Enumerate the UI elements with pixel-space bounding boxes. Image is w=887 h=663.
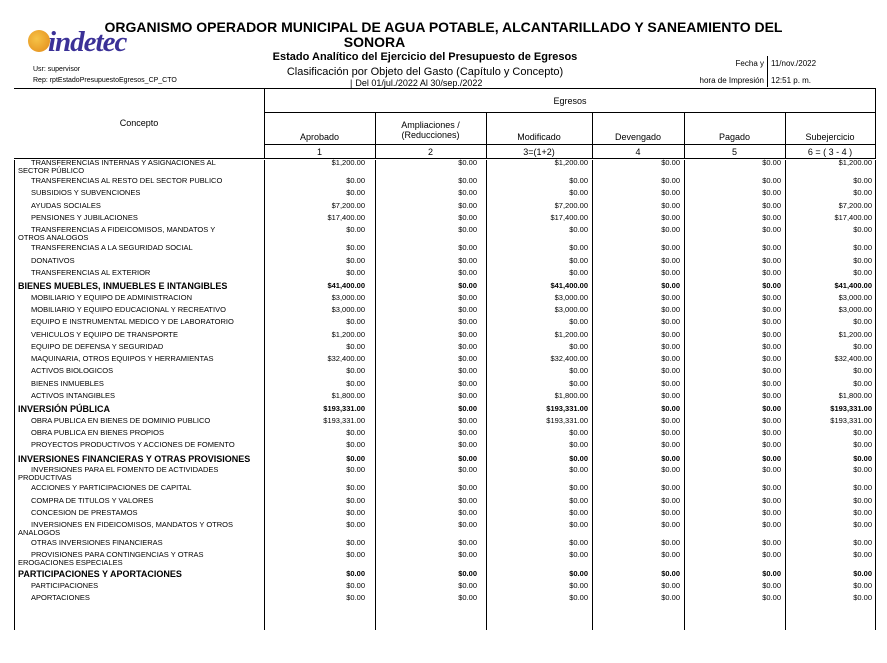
value-cell: $0.00 [346,428,365,438]
concept-cell: BIENES INMUEBLES [31,378,104,388]
value-cell: $0.00 [569,580,588,590]
value-cell: $0.00 [346,440,365,450]
value-cell: $0.00 [853,317,872,327]
value-cell: $0.00 [346,453,365,463]
value-cell: $0.00 [853,569,872,579]
report-title: Estado Analítico del Ejercicio del Presupuesto de Egresos [272,51,578,63]
value-cell: $0.00 [458,440,477,450]
value-cell: $0.00 [569,550,588,560]
value-cell: $0.00 [661,580,680,590]
value-cell: $0.00 [458,593,477,603]
value-cell: $41,400.00 [834,281,872,291]
col-pagado: Pagado [718,132,751,142]
col-num-5: 5 [731,147,737,157]
value-cell: $0.00 [762,329,781,339]
value-cell: $0.00 [853,580,872,590]
value-cell: $41,400.00 [550,281,588,291]
value-cell: $0.00 [458,569,477,579]
value-cell: $0.00 [853,507,872,517]
value-cell: $0.00 [762,212,781,222]
value-cell: $0.00 [458,267,477,277]
concept-cell: MOBILIARIO Y EQUIPO EDUCACIONAL Y RECREATIVO [31,304,226,314]
concept-cell: VEHICULOS Y EQUIPO DE TRANSPORTE [31,329,178,339]
user-label: Usr: supervisor [33,66,81,73]
value-cell: $0.00 [853,593,872,603]
value-cell: $0.00 [458,366,477,376]
value-cell: $0.00 [458,520,477,530]
value-cell: $0.00 [569,593,588,603]
value-cell: $0.00 [762,366,781,376]
value-cell: $0.00 [762,415,781,425]
value-cell: $0.00 [661,453,680,463]
concept-cell: PENSIONES Y JUBILACIONES [31,212,138,222]
value-cell: $0.00 [569,520,588,530]
value-cell: $0.00 [661,593,680,603]
value-cell: $0.00 [458,354,477,364]
concept-cell: TRANSFERENCIAS A FIDEICOMISOS, MANDATOS Y OTROS ANALOGOS [18,225,216,243]
value-cell: $0.00 [346,520,365,530]
value-cell: $0.00 [661,341,680,351]
value-cell: $0.00 [853,520,872,530]
divider [486,160,487,630]
organization-name: ORGANISMO OPERADOR MUNICIPAL DE AGUA POTABLE, ALCANTARILLADO Y SANEAMIENTO DEL [104,19,783,35]
value-cell: $0.00 [569,378,588,388]
value-cell: $0.00 [458,304,477,314]
concept-cell: BIENES MUEBLES, INMUEBLES E INTANGIBLES [18,281,228,292]
value-cell: $0.00 [661,212,680,222]
value-cell: $0.00 [661,495,680,505]
concept-cell: CONCESION DE PRESTAMOS [31,507,138,517]
value-cell: $0.00 [661,292,680,302]
value-cell: $193,331.00 [546,404,588,414]
value-cell: $0.00 [762,281,781,291]
value-cell: $0.00 [458,243,477,253]
value-cell: $0.00 [853,255,872,265]
value-cell: $0.00 [661,465,680,475]
value-cell: $0.00 [661,176,680,185]
value-cell: $1,200.00 [838,158,872,167]
value-cell: $0.00 [762,453,781,463]
divider [684,160,685,630]
value-cell: $0.00 [458,281,477,291]
value-cell: $0.00 [661,267,680,277]
value-cell: $0.00 [458,507,477,517]
value-cell: $3,000.00 [554,304,588,314]
value-cell: $0.00 [762,158,781,167]
value-cell: $0.00 [569,483,588,493]
concept-cell: PROYECTOS PRODUCTIVOS Y ACCIONES DE FOMENTO [31,440,235,450]
value-cell: $0.00 [661,538,680,548]
value-cell: $0.00 [853,176,872,185]
value-cell: $0.00 [762,483,781,493]
value-cell: $0.00 [762,507,781,517]
concept-cell: ACTIVOS INTANGIBLES [31,391,116,400]
value-cell: $0.00 [458,200,477,210]
value-cell: $0.00 [762,188,781,198]
value-cell: $3,000.00 [331,292,365,302]
value-cell: $0.00 [661,415,680,425]
meta-divider [767,56,768,87]
value-cell: $0.00 [458,453,477,463]
value-cell: $0.00 [853,243,872,253]
value-cell: $0.00 [762,538,781,548]
concept-cell: ACTIVOS BIOLOGICOS [31,366,114,376]
concept-cell: OBRA PUBLICA EN BIENES DE DOMINIO PUBLICO [31,415,211,425]
concept-cell: AYUDAS SOCIALES [31,200,101,210]
value-cell: $0.00 [346,593,365,603]
value-cell: $0.00 [661,329,680,339]
concept-cell: APORTACIONES [31,593,90,603]
concept-cell: COMPRA DE TITULOS Y VALORES [31,495,154,505]
value-cell: $1,800.00 [331,391,365,400]
value-cell: $7,200.00 [554,200,588,210]
value-cell: $0.00 [762,255,781,265]
value-cell: $0.00 [853,378,872,388]
value-cell: $1,800.00 [554,391,588,400]
concept-cell: ACCIONES Y PARTICIPACIONES DE CAPITAL [31,483,192,493]
col-modificado: Modificado [517,132,561,142]
concept-cell: EQUIPO E INSTRUMENTAL MEDICO Y DE LABORATORIO [31,317,234,327]
value-cell: $0.00 [346,495,365,505]
value-cell: $17,400.00 [550,212,588,222]
col-aprobado: Aprobado [299,132,340,142]
value-cell: $17,400.00 [834,212,872,222]
value-cell: $0.00 [346,225,365,235]
value-cell: $0.00 [458,212,477,222]
value-cell: $0.00 [661,255,680,265]
concept-cell: TRANSFERENCIAS AL RESTO DEL SECTOR PUBLICO [31,176,223,185]
value-cell: $0.00 [661,188,680,198]
value-cell: $32,400.00 [834,354,872,364]
concept-cell: INVERSIONES EN FIDEICOMISOS, MANDATOS Y OTROS ANALOGOS [18,520,233,538]
concept-cell: PROVISIONES PARA CONTINGENCIAS Y OTRAS EROGACIONES ESPECIALES [18,550,204,568]
value-cell: $0.00 [346,378,365,388]
value-cell: $0.00 [569,176,588,185]
value-cell: $0.00 [569,495,588,505]
value-cell: $0.00 [346,483,365,493]
value-cell: $0.00 [661,428,680,438]
value-cell: $0.00 [346,341,365,351]
value-cell: $0.00 [569,255,588,265]
value-cell: $0.00 [346,176,365,185]
value-cell: $0.00 [762,495,781,505]
value-cell: $0.00 [762,354,781,364]
value-cell: $0.00 [458,329,477,339]
fecha-value: 11/nov./2022 [771,59,817,68]
value-cell: $0.00 [458,176,477,185]
value-cell: $0.00 [762,292,781,302]
concept-cell: SUBSIDIOS Y SUBVENCIONES [31,188,141,198]
value-cell: $1,200.00 [331,158,365,167]
value-cell: $0.00 [762,267,781,277]
value-cell: $1,200.00 [331,329,365,339]
concept-cell: PARTICIPACIONES Y APORTACIONES [18,569,182,580]
value-cell: $0.00 [853,428,872,438]
value-cell: $0.00 [661,225,680,235]
value-cell: $0.00 [762,580,781,590]
value-cell: $193,331.00 [323,404,365,414]
value-cell: $0.00 [569,453,588,463]
value-cell: $0.00 [346,317,365,327]
value-cell: $0.00 [762,176,781,185]
value-cell: $0.00 [346,569,365,579]
concept-cell: TRANSFERENCIAS AL EXTERIOR [31,267,151,277]
value-cell: $193,331.00 [323,415,365,425]
concept-cell: PARTICIPACIONES [31,580,99,590]
concept-cell: OBRA PUBLICA EN BIENES PROPIOS [31,428,164,438]
value-cell: $0.00 [853,495,872,505]
value-cell: $0.00 [762,465,781,475]
value-cell: $0.00 [458,465,477,475]
value-cell: $0.00 [346,550,365,560]
value-cell: $0.00 [346,366,365,376]
value-cell: $0.00 [346,243,365,253]
value-cell: $0.00 [762,304,781,314]
value-cell: $0.00 [458,292,477,302]
value-cell: $0.00 [762,550,781,560]
value-cell: $0.00 [569,366,588,376]
value-cell: $0.00 [346,465,365,475]
value-cell: $0.00 [853,341,872,351]
value-cell: $0.00 [458,550,477,560]
value-cell: $1,200.00 [838,329,872,339]
value-cell: $0.00 [661,281,680,291]
value-cell: $0.00 [762,404,781,414]
fecha-label: Fecha y [735,59,764,68]
value-cell: $0.00 [569,538,588,548]
divider [592,160,593,630]
value-cell: $0.00 [762,569,781,579]
value-cell: $0.00 [458,483,477,493]
value-cell: $0.00 [661,483,680,493]
concept-cell: INVERSIONES PARA EL FOMENTO DE ACTIVIDADES PRODUCTIVAS [18,465,219,483]
value-cell: $0.00 [661,354,680,364]
value-cell: $0.00 [661,243,680,253]
col-num-4: 4 [635,147,641,157]
value-cell: $0.00 [853,366,872,376]
value-cell: $0.00 [346,538,365,548]
value-cell: $0.00 [762,225,781,235]
value-cell: $193,331.00 [830,404,872,414]
value-cell: $0.00 [458,415,477,425]
value-cell: $0.00 [569,440,588,450]
egresos-header: Egresos [553,96,587,106]
value-cell: $3,000.00 [838,292,872,302]
value-cell: $0.00 [569,341,588,351]
value-cell: $0.00 [762,593,781,603]
value-cell: $0.00 [458,158,477,167]
value-cell: $0.00 [762,440,781,450]
value-cell: $0.00 [661,404,680,414]
value-cell: $0.00 [458,495,477,505]
divider [14,88,876,89]
hora-value: 12:51 p. m. [771,76,812,85]
value-cell: $0.00 [661,391,680,400]
value-cell: $0.00 [853,538,872,548]
value-cell: $0.00 [661,569,680,579]
value-cell: $1,200.00 [554,329,588,339]
value-cell: $193,331.00 [546,415,588,425]
concept-cell: MAQUINARIA, OTROS EQUIPOS Y HERRAMIENTAS [31,354,214,364]
concept-cell: DONATIVOS [31,255,75,265]
report-id: Rep: rptEstadoPresupuestoEgresos_CP_CTO [33,77,177,84]
value-cell: $3,000.00 [554,292,588,302]
value-cell: $0.00 [661,158,680,167]
value-cell: $32,400.00 [327,354,365,364]
value-cell: $0.00 [853,483,872,493]
value-cell: $0.00 [661,304,680,314]
value-cell: $0.00 [762,391,781,400]
value-cell: $0.00 [853,267,872,277]
value-cell: $0.00 [458,428,477,438]
value-cell: $0.00 [458,404,477,414]
value-cell: $0.00 [661,440,680,450]
value-cell: $0.00 [661,200,680,210]
report-period: | Del 01/jul./2022 Al 30/sep./2022 [350,78,482,88]
value-cell: $0.00 [762,428,781,438]
value-cell: $0.00 [853,188,872,198]
value-cell: $0.00 [346,188,365,198]
value-cell: $0.00 [661,550,680,560]
value-cell: $7,200.00 [331,200,365,210]
value-cell: $0.00 [661,366,680,376]
concept-cell: MOBILIARIO Y EQUIPO DE ADMINISTRACION [31,292,193,302]
divider [375,160,376,630]
value-cell: $0.00 [458,391,477,400]
value-cell: $0.00 [762,243,781,253]
divider [14,160,15,630]
col-num-6: 6 = ( 3 - 4 ) [807,147,853,157]
value-cell: $0.00 [458,378,477,388]
divider [875,160,876,630]
value-cell: $32,400.00 [550,354,588,364]
value-cell: $0.00 [853,453,872,463]
value-cell: $0.00 [346,507,365,517]
concept-cell: INVERSIÓN PÚBLICA [18,404,111,415]
value-cell: $0.00 [458,341,477,351]
value-cell: $3,000.00 [331,304,365,314]
value-cell: $0.00 [762,317,781,327]
value-cell: $0.00 [853,225,872,235]
logo: indetec [48,26,127,58]
value-cell: $193,331.00 [830,415,872,425]
value-cell: $0.00 [853,465,872,475]
col-num-1: 1 [316,147,322,157]
value-cell: $3,000.00 [838,304,872,314]
value-cell: $0.00 [762,200,781,210]
concepto-header: Concepto [119,118,159,128]
value-cell: $0.00 [458,580,477,590]
value-cell: $0.00 [458,538,477,548]
value-cell: $0.00 [661,507,680,517]
concept-cell: INVERSIONES FINANCIERAS Y OTRAS PROVISIONES [18,453,251,464]
value-cell: $0.00 [346,580,365,590]
value-cell: $0.00 [458,317,477,327]
divider [785,160,786,630]
value-cell: $0.00 [661,317,680,327]
value-cell: $0.00 [458,188,477,198]
value-cell: $0.00 [762,378,781,388]
value-cell: $0.00 [762,520,781,530]
organization-name-line2: SONORA [343,34,406,50]
col-num-3: 3=(1+2) [523,147,555,157]
col-num-2: 2 [427,147,433,157]
value-cell: $0.00 [569,225,588,235]
report-classification: Clasificación por Objeto del Gasto (Capítulo y Concepto) [286,66,564,78]
concept-cell: TRANSFERENCIAS A LA SEGURIDAD SOCIAL [31,243,193,253]
value-cell: $0.00 [853,550,872,560]
col-ampliaciones: Ampliaciones / (Reducciones) [401,120,460,140]
value-cell: $0.00 [458,225,477,235]
value-cell: $41,400.00 [327,281,365,291]
value-cell: $0.00 [458,255,477,265]
value-cell: $1,200.00 [554,158,588,167]
value-cell: $1,800.00 [838,391,872,400]
concept-cell: OTRAS INVERSIONES FINANCIERAS [31,538,163,548]
value-cell: $0.00 [346,255,365,265]
value-cell: $0.00 [569,465,588,475]
table-header [14,88,876,158]
value-cell: $0.00 [569,317,588,327]
value-cell: $0.00 [661,520,680,530]
concept-cell: TRANSFERENCIAS INTERNAS Y ASIGNACIONES AL SECTOR PÚBLICO [18,158,216,175]
value-cell: $0.00 [569,569,588,579]
value-cell: $0.00 [762,341,781,351]
value-cell: $0.00 [569,507,588,517]
col-devengado: Devengado [614,132,662,142]
value-cell: $0.00 [569,188,588,198]
value-cell: $0.00 [661,378,680,388]
value-cell: $0.00 [569,267,588,277]
value-cell: $7,200.00 [838,200,872,210]
hora-label: hora de Impresión [699,76,764,85]
value-cell: $0.00 [346,267,365,277]
value-cell: $17,400.00 [327,212,365,222]
value-cell: $0.00 [569,428,588,438]
col-subejercicio: Subejercicio [805,132,855,142]
value-cell: $0.00 [853,440,872,450]
concept-cell: EQUIPO DE DEFENSA Y SEGURIDAD [31,341,164,351]
value-cell: $0.00 [569,243,588,253]
